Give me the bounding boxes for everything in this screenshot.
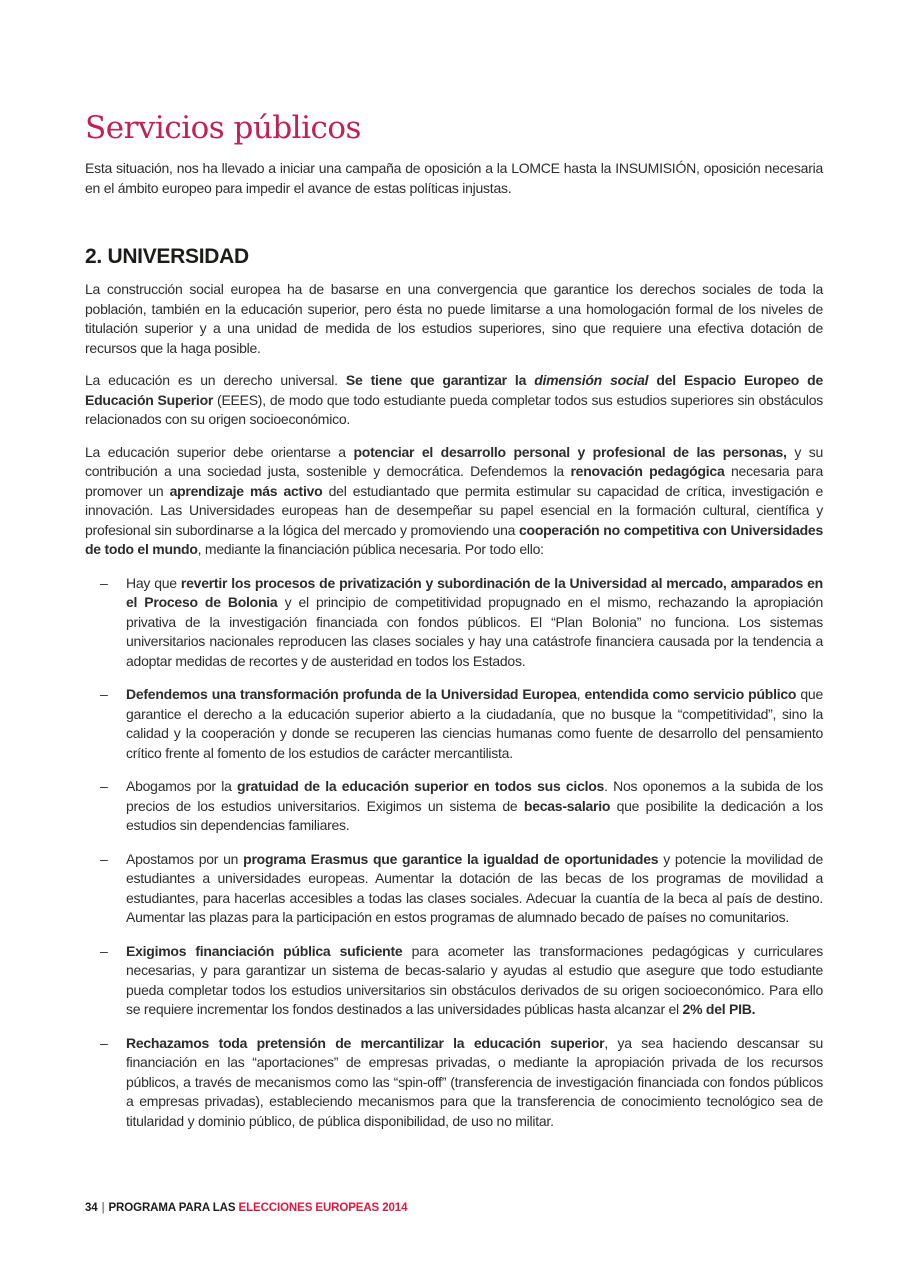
body-paragraph: La construcción social europea ha de basarse en una convergencia que garantice los derechos sociales de toda la población, también en la educación superior, pero ésta no puede limitarse a una homologación formal de los niveles de titulación superior y a una unidad de medida de los estudios superiores, sino que requiere una efectiva dotación de recursos que la haga posible.	[85, 281, 823, 356]
intro-paragraph: Esta situación, nos ha llevado a iniciar una campaña de oposición a la LOMCE hasta la INSUMISIÓN, oposición necesaria en el ámbito europeo para impedir el avance de estas políticas injustas.	[85, 160, 823, 196]
bullet-item	[85, 777, 823, 836]
bullet-text: Apostamos por un programa Erasmus que garantice la igualdad de oportunidades y potencie la movilidad de estudiantes a universidades europeas. Aumentar la dotación de las becas de los programas de movilidad a estudiantes, para hacerlas accesibles a todas las clases sociales. Adecuar la cuantía de la beca al país de destino. Aumentar las plazas para la participación en estos programas de alumnado becado de países no comunitarios.	[126, 850, 824, 925]
dash-bullet-icon: –	[100, 686, 108, 702]
dash-bullet-icon: –	[100, 942, 108, 959]
body-paragraph: La educación superior debe orientarse a potenciar el desarrollo personal y profesional de las personas, y su contribución a una sociedad justa, sostenible y democrática. Defendemos la renovación pedagógica necesaria para promover un aprendizaje más activo del estudiantado que permita estimular su capacidad de crítica, investigación e innovación. Las Universidades europeas han de desempeñar su papel esencial en la formación cultural, científica y profesional sin subordinarse a la lógica del mercado y promoviendo una cooperación no competitiva con Universidades de todo el mundo, mediante la financiación pública necesaria. Por todo ello:	[85, 443, 823, 557]
bullet-item	[85, 574, 823, 672]
dash-bullet-icon: –	[100, 574, 108, 591]
section-heading: 2. UNIVERSIDAD	[85, 245, 249, 268]
bullet-text: Exigimos financiación pública suficiente para acometer las transformaciones pedagógicas y curriculares necesarias, y para garantizar un sistema de becas-salario y ayudas al estudio que asegure que todo estudiante pueda completar todos los estudios universitarios sin obstáculos derivados de su origen socioeconómico. Para ello se requiere incrementar los fondos destinados a las universidades públicas hasta alcanzar el 2% del PIB.	[126, 942, 824, 1017]
bullet-text: Hay que revertir los procesos de privatización y subordinación de la Universidad al mercado, amparados en el Proceso de Bolonia y el principio de competitividad propugnado en el mismo, rechazando la apropiación privativa de la investigación financiada con fondos públicos. El “Plan Bolonia” no funciona. Los sistemas universitarios nacionales reproducen las clases sociales y hay una catástrofe financiera causada por la tendencia a adoptar medidas de recortes y de austeridad en todos los Estados.	[126, 574, 823, 669]
dash-bullet-icon: –	[100, 778, 108, 794]
footer-prefix: PROGRAMA PARA LAS	[108, 1202, 239, 1214]
bullet-text: Rechazamos toda pretensión de mercantilizar la educación superior, ya sea haciendo descansar su financiación en las “aportaciones” de empresas privadas, o mediante la apropiación privada de los recursos públicos, a través de mecanismos como las “spin-off” (transferencia de investigación financiada con fondos públicos a empresas privadas), estableciendo mecanismos para que la transferencia de conocimiento tecnológico sea de titularidad y dominio público, de pública disponibilidad, de uso no militar.	[126, 1034, 824, 1129]
bullet-item	[85, 942, 823, 1020]
page-footer	[85, 1201, 407, 1215]
footer-separator: |	[101, 1202, 105, 1214]
bullet-text: Abogamos por la gratuidad de la educación superior en todos sus ciclos. Nos oponemos a la subida de los precios de los estudios universitarios. Exigimos un sistema de becas-salario que posibilite la dedicación a los estudios sin dependencias familiares.	[126, 778, 823, 833]
page-content	[85, 0, 823, 1131]
footer-highlight: ELECCIONES EUROPEAS 2014	[238, 1202, 408, 1214]
bullet-text: Defendemos una transformación profunda de la Universidad Europea, entendida como servicio público que garantice el derecho a la educación superior abierto a la ciudadanía, que no busque la “competitividad”, sino la calidad y la cooperación y donde se recuperen las ciencias humanas como fuente de desarrollo del pensamiento crítico frente al fomento de los estudios de carácter mercantilista.	[126, 686, 823, 761]
dash-bullet-icon: –	[100, 850, 108, 867]
bullet-list	[85, 574, 823, 1132]
page-title: Servicios públicos	[85, 110, 361, 146]
dash-bullet-icon: –	[100, 1034, 108, 1051]
bullet-item	[85, 1034, 823, 1132]
body-paragraph: La educación es un derecho universal. Se tiene que garantizar la dimensión social del Espacio Europeo de Educación Superior (EEES), de modo que todo estudiante pueda completar todos sus estudios superiores sin obstáculos relacionados con su origen socioeconómico.	[85, 372, 823, 427]
footer-page-number: 34	[85, 1202, 98, 1214]
bullet-item	[85, 850, 823, 928]
bullet-item	[85, 685, 823, 763]
